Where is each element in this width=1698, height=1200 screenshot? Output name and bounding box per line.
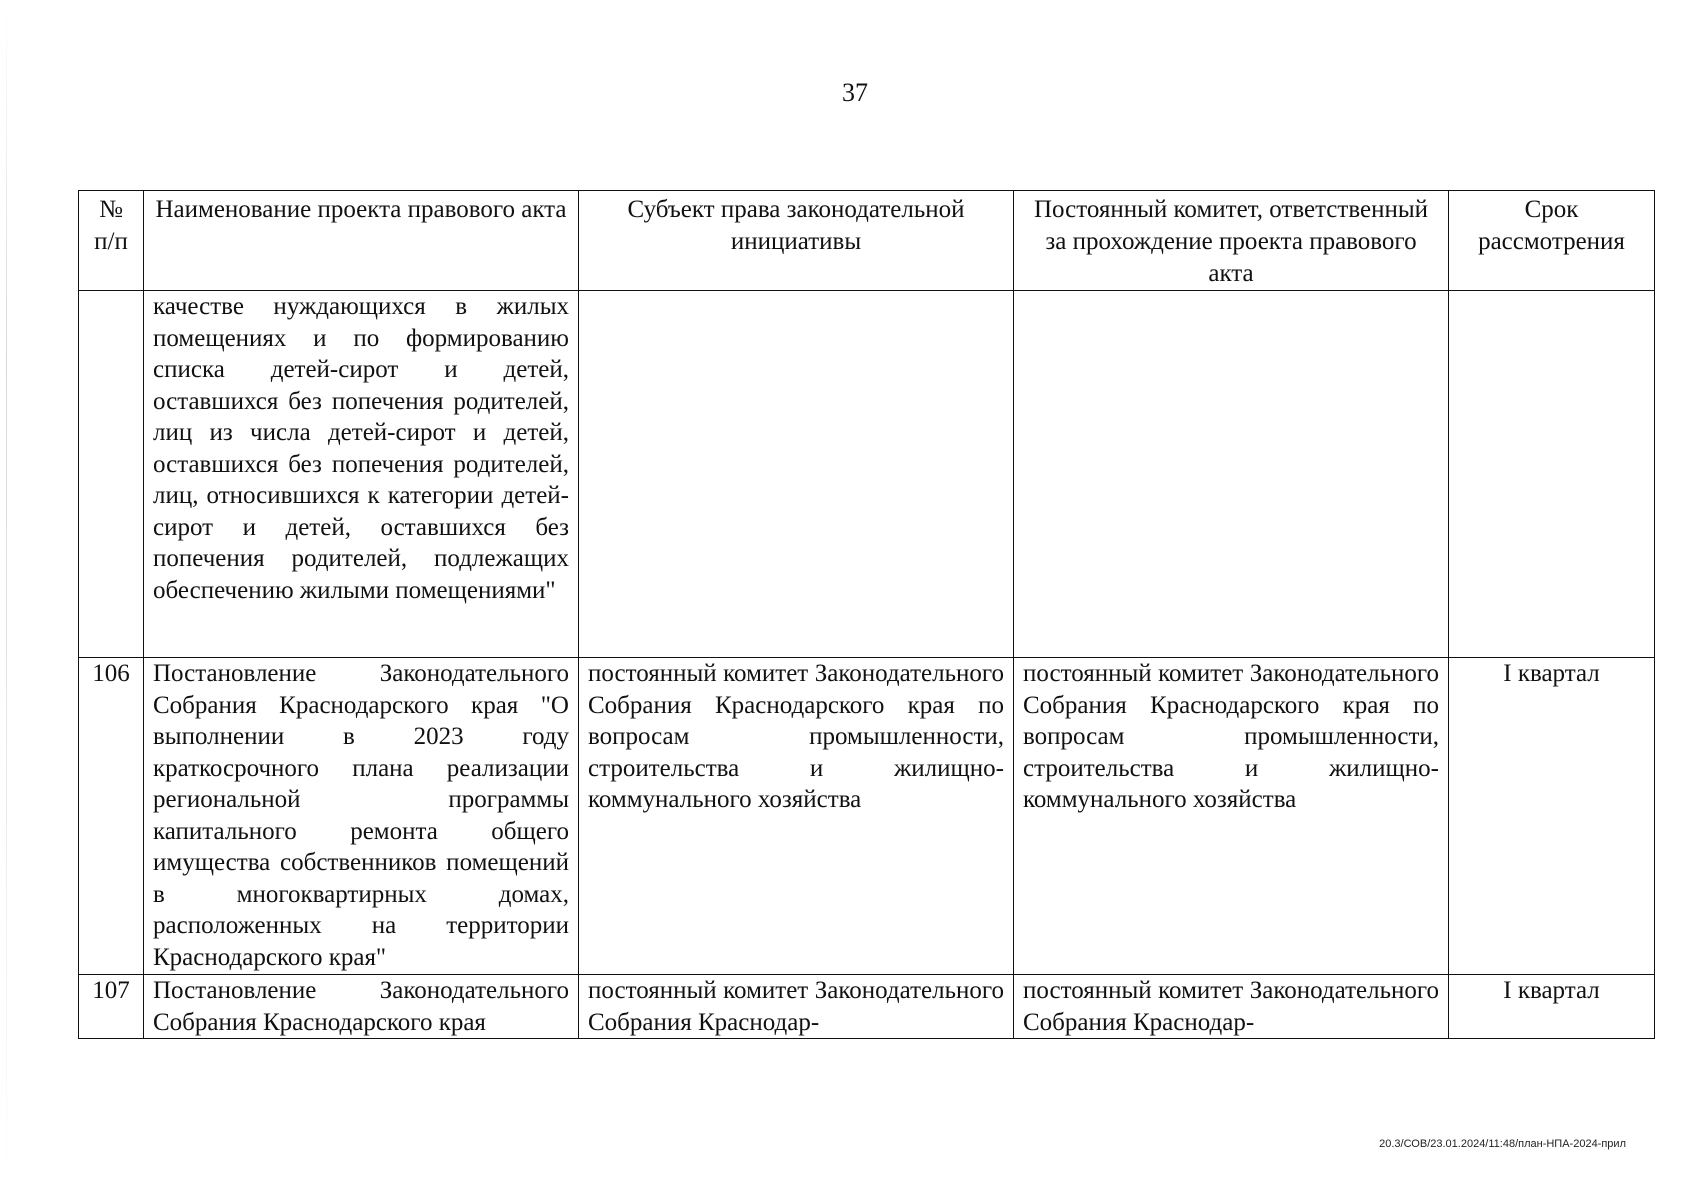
- header-review-term: Срок рассмотрения: [1449, 191, 1655, 291]
- header-initiative-subject: Субъект права законодательной инициативы: [579, 191, 1014, 291]
- document-footer-code: 20.3/СОВ/23.01.2024/11:48/план-НПА-2024-прил: [1379, 1138, 1626, 1150]
- row-act-name: Постановление Законодательного Собрания Краснодарского края "О выполнении в 2023 году краткосрочного плана реализации региональной программы капитального ремонта общего имущества собственников помещений в многоквартирных домах, расположенных на территории Краснодарского края": [144, 658, 579, 975]
- row-act-name: качестве нуждающихся в жилых помещениях и по формированию списка детей-сирот и детей, оставшихся без попечения родителей, лиц из числа детей-сирот и детей, оставшихся без попечения родителей, лиц, относившихся к категории детей-сирот и детей, оставшихся без попечения родителей, подлежащих обеспечению жилыми помещениями": [144, 291, 579, 658]
- page-number: 37: [842, 78, 868, 107]
- table-row: [79, 975, 1655, 1039]
- row-review-term: [1449, 291, 1655, 658]
- row-review-term: I квартал: [1449, 975, 1655, 1039]
- row-responsible-committee: [1014, 291, 1449, 658]
- table-row: [79, 291, 1655, 658]
- row-number: 106: [79, 658, 144, 975]
- row-act-name: Постановление Законодательного Собрания Краснодарского края: [144, 975, 579, 1039]
- header-act-name: Наименование проекта правового акта: [144, 191, 579, 291]
- header-number: № п/п: [79, 191, 144, 291]
- legislative-plan-table: [78, 190, 1655, 1039]
- row-responsible-committee: постоянный комитет Законодательного Собрания Краснодар-: [1014, 975, 1449, 1039]
- row-responsible-committee: постоянный комитет Законодательного Собрания Краснодарского края по вопросам промышленности, строительства и жилищно-коммунального хозяйства: [1014, 658, 1449, 975]
- row-initiative-subject: [579, 291, 1014, 658]
- table-row: [79, 658, 1655, 975]
- table-header-row: [79, 191, 1655, 291]
- row-review-term: I квартал: [1449, 658, 1655, 975]
- row-initiative-subject: постоянный комитет Законодательного Собрания Краснодарского края по вопросам промышленности, строительства и жилищно-коммунального хозяйства: [579, 658, 1014, 975]
- scan-edge-shadow: [6, 0, 7, 1200]
- row-initiative-subject: постоянный комитет Законодательного Собрания Краснодар-: [579, 975, 1014, 1039]
- row-number: [79, 291, 144, 658]
- header-responsible-committee: Постоянный комитет, ответственный за прохождение проекта правового акта: [1014, 191, 1449, 291]
- row-number: 107: [79, 975, 144, 1039]
